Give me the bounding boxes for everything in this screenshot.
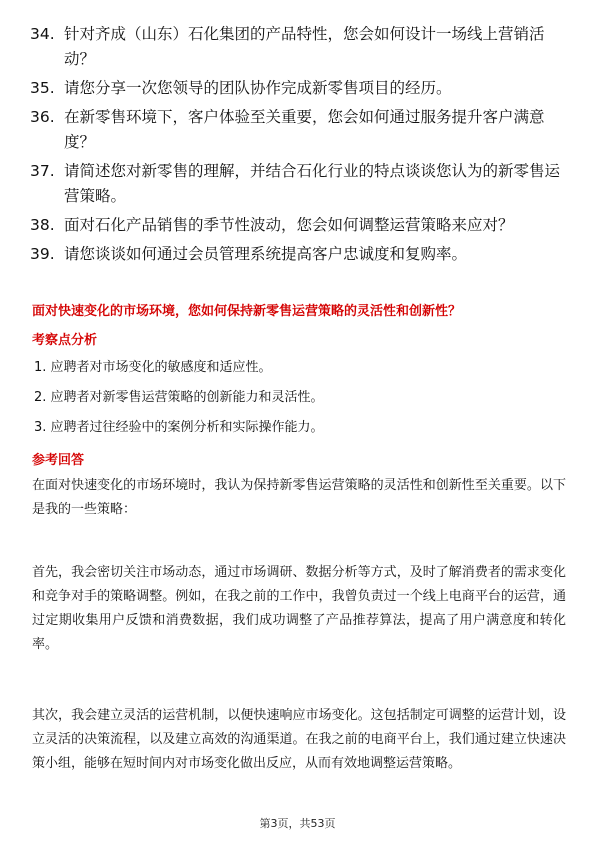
criteria-item: 1. 应聘者对市场变化的敏感度和适应性。 [34, 360, 272, 375]
question-text: 请您分享一次您领导的团队协作完成新零售项目的经历。 [64, 79, 452, 97]
question-item [30, 76, 570, 101]
criteria-item: 2. 应聘者对新零售运营策略的创新能力和灵活性。 [34, 390, 324, 405]
question-item [30, 105, 570, 155]
question-number: 35. [30, 79, 55, 97]
question-text: 针对齐成（山东）石化集团的产品特性，您会如何设计一场线上营销活动？ [64, 25, 545, 68]
question-item [30, 213, 570, 238]
question-item [30, 159, 570, 209]
question-number: 36. [30, 108, 55, 126]
question-text: 请您谈谈如何通过会员管理系统提高客户忠诚度和复购率。 [64, 245, 468, 263]
question-item [30, 22, 570, 72]
question-list [30, 22, 570, 271]
answer-paragraph: 首先，我会密切关注市场动态，通过市场调研、数据分析等方式，及时了解消费者的需求变化和竞争对手的策略调整。例如，在我之前的工作中，我曾负责过一个线上电商平台的运营，通过定期收集用户反馈和消费数据，我们成功调整了产品推荐算法，提高了用户满意度和转化率。 [32, 565, 566, 652]
question-text: 在新零售环境下，客户体验至关重要，您会如何通过服务提升客户满意度？ [64, 108, 545, 151]
page-footer: 第3页，共53页 [259, 817, 336, 830]
question-number: 37. [30, 162, 55, 180]
answer-heading: 参考回答 [32, 453, 85, 468]
question-text: 面对石化产品销售的季节性波动，您会如何调整运营策略来应对？ [64, 216, 514, 234]
answer-paragraph: 在面对快速变化的市场环境时，我认为保持新零售运营策略的灵活性和创新性至关重要。以下是我的一些策略： [32, 478, 566, 517]
question-text: 请简述您对新零售的理解，并结合石化行业的特点谈谈您认为的新零售运营策略。 [64, 162, 561, 205]
criteria-heading: 考察点分析 [32, 333, 98, 348]
criteria-list [34, 358, 564, 448]
criteria-item: 3. 应聘者过往经验中的案例分析和实际操作能力。 [34, 420, 324, 435]
answer-paragraph: 其次，我会建立灵活的运营机制，以便快速响应市场变化。这包括制定可调整的运营计划，设立灵活的决策流程，以及建立高效的沟通渠道。在我之前的电商平台上，我们通过建立快速决策小组，能够在短时间内对市场变化做出反应，从而有效地调整运营策略。 [32, 708, 566, 771]
featured-question: 面对快速变化的市场环境，您如何保持新零售运营策略的灵活性和创新性？ [32, 304, 462, 319]
question-number: 34. [30, 25, 55, 43]
question-item [30, 242, 570, 267]
question-number: 38. [30, 216, 55, 234]
question-number: 39. [30, 245, 55, 263]
